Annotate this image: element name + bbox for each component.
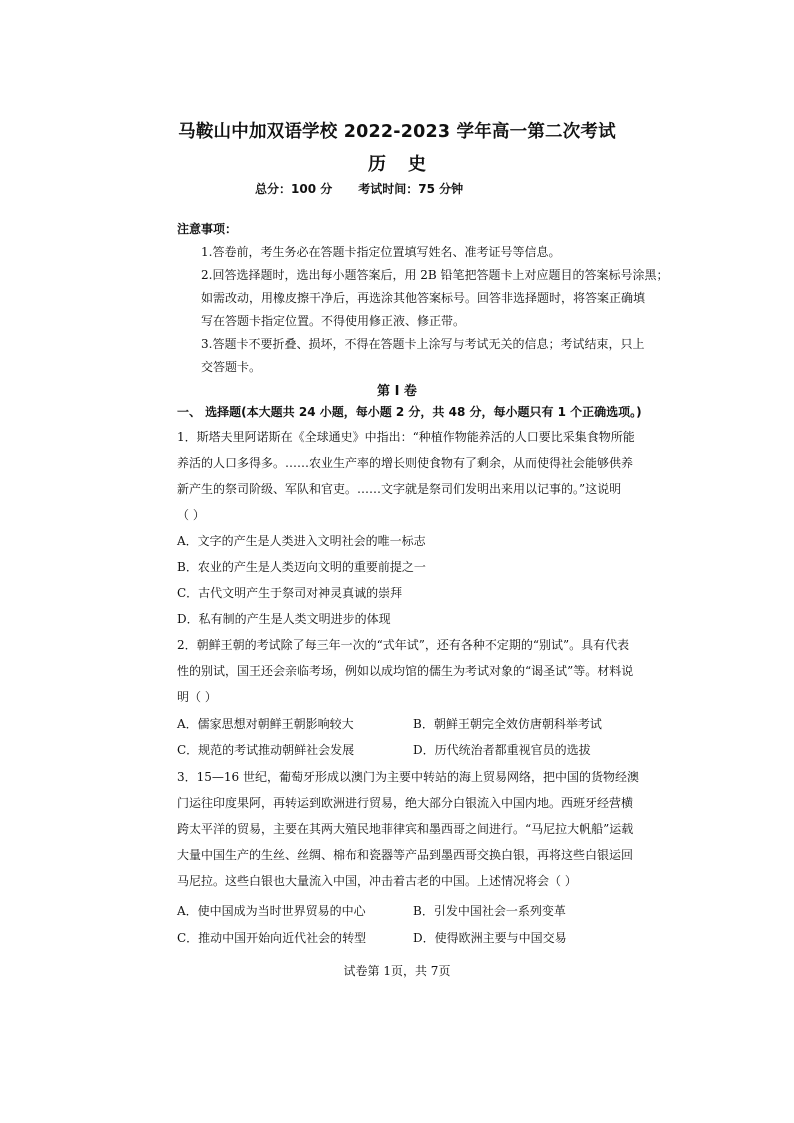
question-1-option-c[interactable]: C．古代文明产生于祭司对神灵真诚的崇拜 — [177, 586, 403, 600]
notice-heading: 注意事项： — [177, 222, 238, 236]
notice-line: 2.回答选择题时，选出每小题答案后，用 2B 铅笔把答题卡上对应题目的答案标号涂黑； — [201, 268, 669, 282]
question-3-option-d[interactable]: D．使得欧洲主要与中国交易 — [413, 931, 567, 945]
question-2-option-c[interactable]: C．规范的考试推动朝鲜社会发展 — [177, 743, 355, 757]
question-1-stem: 新产生的祭司阶级、军队和官吏。……文字就是祭司们发明出来用以记事的。”这说明 — [177, 482, 622, 496]
question-1-stem: 养活的人口多得多。……农业生产率的增长则使食物有了剩余，从而使得社会能够供养 — [177, 456, 634, 470]
question-3-option-b[interactable]: B．引发中国社会一系列变革 — [413, 904, 566, 918]
question-2-option-a[interactable]: A．儒家思想对朝鲜王朝影响较大 — [177, 717, 354, 731]
question-1-stem: 1．斯塔夫里阿诺斯在《全球通史》中指出：“种植作物能养活的人口要比采集食物所能 — [177, 430, 635, 444]
exam-time: 考试时间：75 分钟 — [358, 182, 464, 196]
question-3-stem: 3．15—16 世纪，葡萄牙形成以澳门为主要中转站的海上贸易网络，把中国的货物经澳 — [177, 770, 639, 784]
exam-meta — [255, 180, 463, 197]
question-3-option-c[interactable]: C．推动中国开始向近代社会的转型 — [177, 931, 367, 945]
question-2-stem: 明（ ） — [177, 690, 217, 704]
notice-line: 交答题卡。 — [201, 360, 262, 374]
question-3-option-a[interactable]: A．使中国成为当时世界贸易的中心 — [177, 904, 366, 918]
question-3-stem: 门运往印度果阿，再转运到欧洲进行贸易，绝大部分白银流入中国内地。西班牙经营横 — [177, 796, 634, 810]
question-3-stem: 大量中国生产的生丝、丝绸、棉布和瓷器等产品到墨西哥交换白银，再将这些白银运回 — [177, 848, 634, 862]
question-1-option-d[interactable]: D．私有制的产生是人类文明进步的体现 — [177, 612, 391, 626]
question-2-option-d[interactable]: D．历代统治者都重视官员的选拔 — [413, 743, 591, 757]
notice-line: 如需改动，用橡皮擦干净后，再选涂其他答案标号。回答非选择题时，将答案正确填 — [201, 291, 646, 305]
total-score: 总分：100 分 — [255, 182, 333, 196]
exam-title: 马鞍山中加双语学校 2022-2023 学年高一第二次考试 — [178, 122, 616, 142]
question-2-stem: 2．朝鲜王朝的考试除了每三年一次的“式年试”，还有各种不定期的“别试”。具有代表 — [177, 638, 630, 652]
question-1-stem: （ ） — [177, 508, 205, 522]
notice-line: 1.答卷前，考生务必在答题卡指定位置填写姓名、准考证号等信息。 — [201, 245, 561, 259]
subject-title — [0, 150, 794, 176]
question-3-stem: 跨太平洋的贸易，主要在其两大殖民地菲律宾和墨西哥之间进行。“马尼拉大帆船”运载 — [177, 822, 634, 836]
question-2-stem: 性的别试，国王还会亲临考场，例如以成均馆的儒生为考试对象的“谒圣试”等。材料说 — [177, 664, 634, 678]
section-title: 第 I 卷 — [377, 384, 417, 399]
notice-line: 3.答题卡不要折叠、损坏，不得在答题卡上涂写与考试无关的信息；考试结束，只上 — [201, 337, 645, 351]
page-footer: 试卷第 1页，共 7页 — [343, 964, 451, 978]
section-instruction: 一、 选择题(本大题共 24 小题，每小题 2 分，共 48 分，每小题只有 1 个正确选项。) — [177, 405, 642, 419]
question-1-option-a[interactable]: A．文字的产生是人类进入文明社会的唯一标志 — [177, 534, 426, 548]
question-2-option-b[interactable]: B．朝鲜王朝完全效仿唐朝科举考试 — [413, 717, 602, 731]
subject-char-1: 历 — [368, 154, 386, 175]
question-1-option-b[interactable]: B．农业的产生是人类迈向文明的重要前提之一 — [177, 560, 426, 574]
subject-char-2: 史 — [408, 154, 426, 175]
question-3-stem: 马尼拉。这些白银也大量流入中国，冲击着古老的中国。上述情况将会（ ） — [177, 874, 577, 888]
notice-line: 写在答题卡指定位置。不得使用修正液、修正带。 — [201, 314, 466, 328]
